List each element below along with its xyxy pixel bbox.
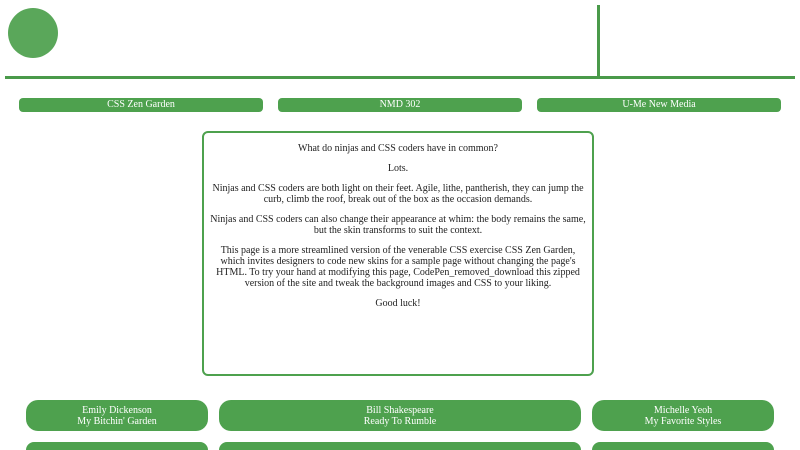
nav-link-css-zen-garden[interactable]: CSS Zen Garden: [19, 98, 263, 112]
nav-link-u-me-new-media[interactable]: U-Me New Media: [537, 98, 781, 112]
nav-link-nmd-302[interactable]: NMD 302: [278, 98, 522, 112]
design-author: Bill Shakespeare: [366, 404, 434, 416]
design-title: Ready To Rumble: [363, 415, 437, 427]
design-title: My Favorite Styles: [644, 415, 722, 427]
intro-panel: [202, 131, 594, 376]
design-link[interactable]: [219, 400, 581, 431]
intro-answer: Lots.: [387, 163, 409, 174]
design-link[interactable]: [26, 400, 208, 431]
design-link-partial[interactable]: [26, 442, 208, 450]
intro-closing: Good luck!: [375, 298, 421, 309]
design-title: My Bitchin' Garden: [77, 415, 157, 427]
design-link-partial[interactable]: [219, 442, 581, 450]
intro-question: What do ninjas and CSS coders have in common?: [298, 143, 498, 154]
header-divider-vertical: [597, 5, 600, 78]
design-author: Michelle Yeoh: [653, 404, 713, 416]
intro-paragraph-2: Ninjas and CSS coders can also change their appearance at whim: the body remains the same, but the skin transforms to suit the context.: [210, 214, 586, 236]
intro-paragraph-3: This page is a more streamlined version of the venerable CSS exercise CSS Zen Garden, which invites designers to code new skins for a sample page without changing the page's HTML. To try your hand at modifying this page, CodePen_removed_download this zipped version of the site and tweak the background images and CSS to your liking.: [216, 245, 580, 289]
design-link[interactable]: [592, 400, 774, 431]
logo: [8, 8, 58, 58]
design-link-partial[interactable]: [592, 442, 774, 450]
design-author: Emily Dickenson: [82, 404, 152, 416]
header-divider-horizontal: [5, 76, 795, 79]
intro-paragraph-1: Ninjas and CSS coders are both light on their feet. Agile, lithe, pantherish, they can jump the curb, climb the roof, break out of the box as the occasion demands.: [212, 183, 584, 205]
